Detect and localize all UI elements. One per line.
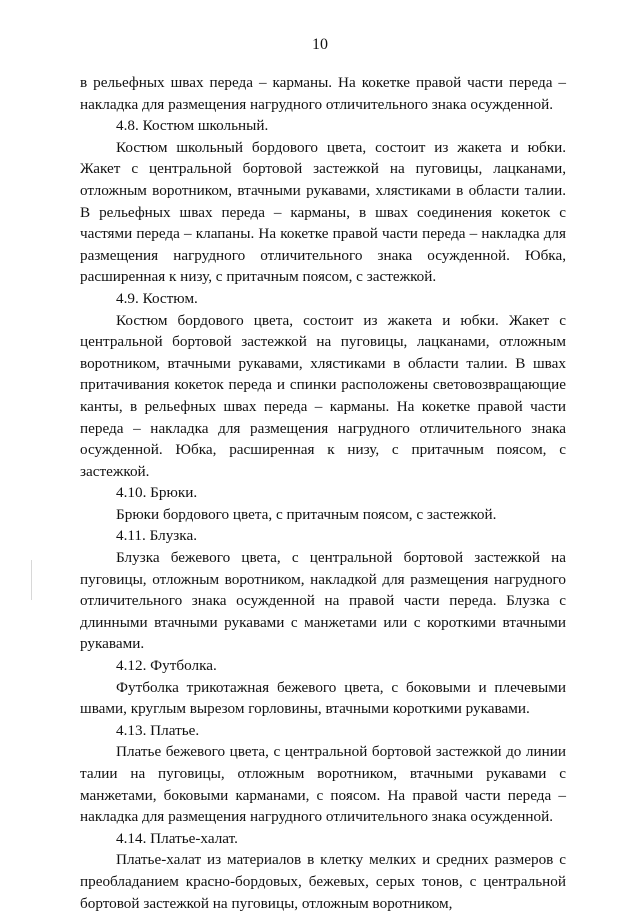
paragraph-trousers: Брюки бордового цвета, с притачным поясом, с застежкой.	[116, 505, 497, 523]
paragraph-dress-robe: Платье-халат из материалов в клетку мелких и средних размеров с преобладанием красно-бордовых, бежевых, серых тонов, с центральной бортовой застежкой на пуговицы, отложным воротником,	[80, 851, 566, 912]
paragraph-blouse: Блузка бежевого цвета, с центральной бортовой застежкой на пуговицы, отложным воротником, накладкой для размещения нагрудного отличительного знака осужденной на правой части переда. Блузка с длинными втачными рукавами с манжетами или с короткими втачными рукавами.	[80, 549, 566, 653]
page-number: 10	[312, 36, 328, 53]
section-heading-4-13: 4.13. Платье.	[116, 721, 200, 739]
paragraph-continuation: в рельефных швах переда – карманы. На кокетке правой части переда – накладка для размещения нагрудного отличительного знака осужденной.	[80, 74, 566, 113]
scan-artifact	[31, 560, 32, 600]
paragraph-tshirt: Футболка трикотажная бежевого цвета, с боковыми и плечевыми швами, круглым вырезом горловины, втачными короткими рукавами.	[80, 678, 566, 718]
paragraph-dress: Платье бежевого цвета, с центральной бортовой застежкой до линии талии на пуговицы, отложным воротником, втачными рукавами с манжетами, боковыми карманами, с поясом. На правой части переда – накладка для размещения нагрудного отличительного знака осужденной.	[80, 743, 566, 826]
section-heading-4-14: 4.14. Платье-халат.	[116, 829, 238, 847]
paragraph-suit: Костюм бордового цвета, состоит из жакета и юбки. Жакет с центральной бортовой застежкой на пуговицы, лацканами, отложным воротником, втачными рукавами, хлястиками в области талии. В швах притачивания кокеток переда и спинки расположены световозвращающие канты, в рельефных швах переда – карманы. На кокетке правой части переда – накладка для размещения нагрудного отличительного знака осужденной. Юбка, расширенная к низу, с притачным поясом, с застежкой.	[80, 311, 566, 480]
section-heading-4-8: 4.8. Костюм школьный.	[116, 117, 269, 135]
section-heading-4-12: 4.12. Футболка.	[116, 657, 217, 675]
document-body	[80, 72, 566, 914]
section-heading-4-11: 4.11. Блузка.	[116, 527, 197, 545]
paragraph-school-suit: Костюм школьный бордового цвета, состоит из жакета и юбки. Жакет с центральной бортовой застежкой на пуговицы, лацканами, отложным воротником, втачными рукавами, хлястиками в области талии. В рельефных швах переда – карманы, в швах соединения кокеток с частями переда – клапаны. На кокетке правой части переда – накладка для размещения нагрудного отличительного знака осужденной. Юбка, расширенная к низу, с притачным поясом, с застежкой.	[80, 138, 566, 286]
section-heading-4-9: 4.9. Костюм.	[116, 289, 198, 307]
section-heading-4-10: 4.10. Брюки.	[116, 484, 198, 502]
